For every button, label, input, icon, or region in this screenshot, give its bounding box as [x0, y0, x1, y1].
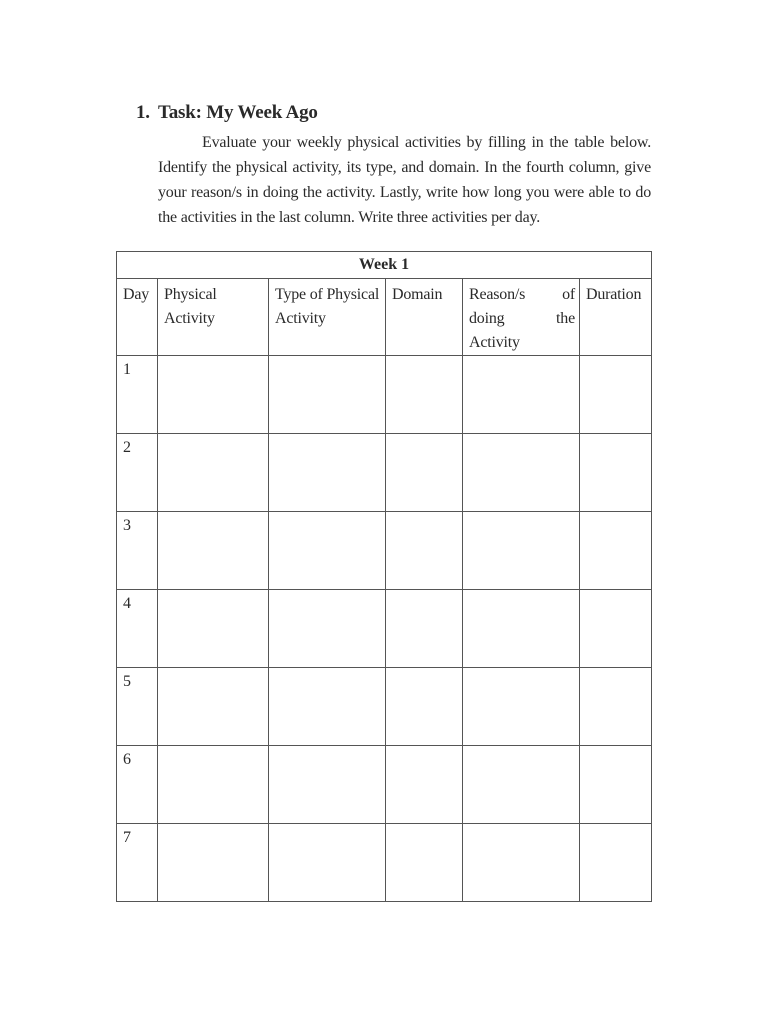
header-reasons: Reason/s of doing the Activity	[463, 279, 580, 356]
table-title: Week 1	[117, 252, 652, 279]
header-type-of-physical-activity: Type of Physical Activity	[269, 279, 386, 356]
reason-cell[interactable]	[463, 434, 580, 512]
reason-cell[interactable]	[463, 590, 580, 668]
activity-type-cell[interactable]	[269, 590, 386, 668]
physical-activity-cell[interactable]	[158, 434, 269, 512]
domain-cell[interactable]	[386, 668, 463, 746]
day-number: 5	[117, 668, 158, 746]
task-heading	[136, 102, 318, 124]
domain-cell[interactable]	[386, 746, 463, 824]
activity-type-cell[interactable]	[269, 668, 386, 746]
table-title-row	[117, 252, 652, 279]
domain-cell[interactable]	[386, 356, 463, 434]
reason-cell[interactable]	[463, 356, 580, 434]
domain-cell[interactable]	[386, 824, 463, 902]
day-number: 6	[117, 746, 158, 824]
reason-cell[interactable]	[463, 824, 580, 902]
physical-activity-cell[interactable]	[158, 356, 269, 434]
header-day: Day	[117, 279, 158, 356]
instructions-paragraph	[158, 130, 651, 230]
physical-activity-cell[interactable]	[158, 746, 269, 824]
physical-activity-cell[interactable]	[158, 512, 269, 590]
table-row	[117, 512, 652, 590]
header-duration: Duration	[580, 279, 652, 356]
day-number: 2	[117, 434, 158, 512]
day-number: 1	[117, 356, 158, 434]
day-number: 4	[117, 590, 158, 668]
duration-cell[interactable]	[580, 824, 652, 902]
task-number: 1.	[136, 102, 150, 123]
reason-cell[interactable]	[463, 512, 580, 590]
instructions-text: Evaluate your weekly physical activities by filling in the table below. Identify the physical activity, its type, and domain. In the fourth column, give your reason/s in doing the activity. Lastly, write how long you were able to do the activities in the last column. Write three activities per day.	[158, 134, 651, 226]
physical-activity-cell[interactable]	[158, 668, 269, 746]
activity-type-cell[interactable]	[269, 824, 386, 902]
table-row	[117, 746, 652, 824]
reason-cell[interactable]	[463, 668, 580, 746]
duration-cell[interactable]	[580, 668, 652, 746]
day-number: 7	[117, 824, 158, 902]
physical-activity-cell[interactable]	[158, 824, 269, 902]
domain-cell[interactable]	[386, 590, 463, 668]
duration-cell[interactable]	[580, 590, 652, 668]
header-physical-activity: Physical Activity	[158, 279, 269, 356]
duration-cell[interactable]	[580, 512, 652, 590]
table-row	[117, 356, 652, 434]
table-row	[117, 434, 652, 512]
activity-type-cell[interactable]	[269, 434, 386, 512]
day-number: 3	[117, 512, 158, 590]
week-activity-table	[116, 251, 652, 902]
duration-cell[interactable]	[580, 434, 652, 512]
physical-activity-cell[interactable]	[158, 590, 269, 668]
activity-type-cell[interactable]	[269, 512, 386, 590]
duration-cell[interactable]	[580, 356, 652, 434]
duration-cell[interactable]	[580, 746, 652, 824]
activity-type-cell[interactable]	[269, 746, 386, 824]
table-row	[117, 668, 652, 746]
task-title: Task: My Week Ago	[158, 102, 318, 123]
reason-cell[interactable]	[463, 746, 580, 824]
domain-cell[interactable]	[386, 512, 463, 590]
activity-type-cell[interactable]	[269, 356, 386, 434]
table-row	[117, 824, 652, 902]
table-header-row	[117, 279, 652, 356]
table-row	[117, 590, 652, 668]
header-domain: Domain	[386, 279, 463, 356]
domain-cell[interactable]	[386, 434, 463, 512]
